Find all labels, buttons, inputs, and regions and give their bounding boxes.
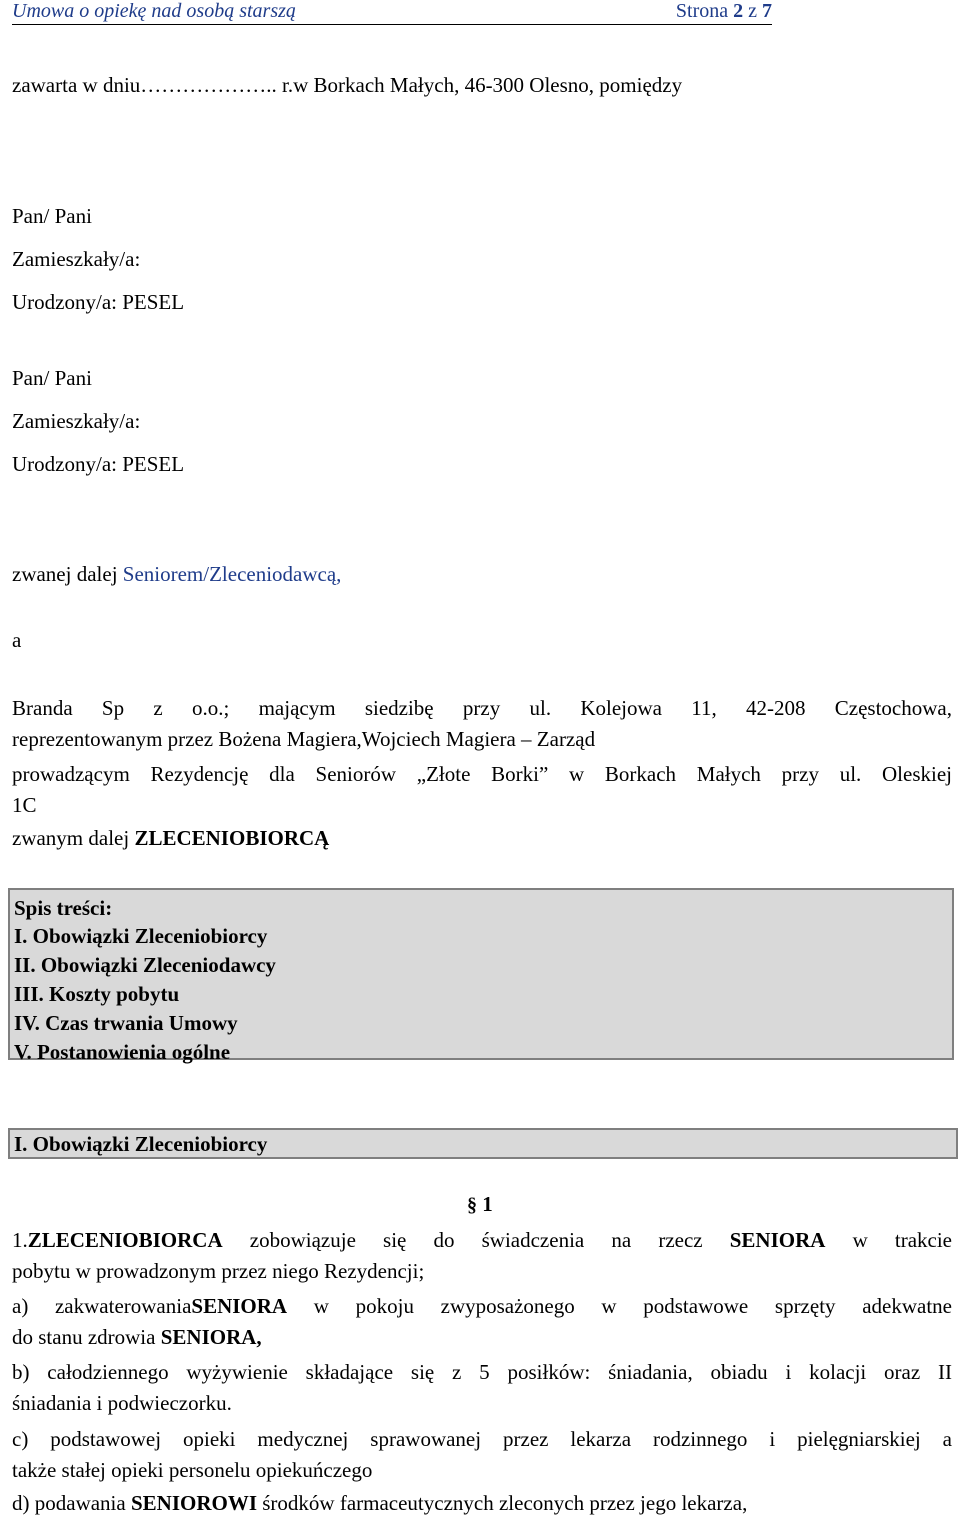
toc-item: IV. Czas trwania Umowy [14, 1011, 238, 1035]
item-d-rest: środków farmaceutycznych zleconych przez jego lekarza, [257, 1491, 748, 1515]
senior-def-prefix: zwanej dalej [12, 562, 123, 586]
paragraph-number: 1 [482, 1192, 493, 1216]
party1-born-label: Urodzony/a: PESEL [12, 290, 185, 314]
clause-senior: SENIORA [729, 1228, 826, 1252]
item-a-prefix: a) zakwaterowania [12, 1294, 192, 1318]
toc-title: Spis treści: [14, 896, 113, 920]
section-heading-text: I. Obowiązki Zleceniobiorcy [14, 1132, 268, 1156]
toc-item: I. Obowiązki Zleceniobiorcy [14, 924, 268, 948]
senior-def-term: Seniorem/Zleceniodawcą, [122, 562, 342, 586]
contractor-line-2: reprezentowanym przez Bożena Magiera,Wojciech Magiera – Zarząd [12, 727, 596, 751]
party2-address-label: Zamieszkały/a: [12, 409, 141, 433]
item-d-senior: SENIOROWI [130, 1491, 257, 1515]
clause-text: zobowiązuje się do świadczenia na rzecz [222, 1228, 730, 1252]
contractor-def-term: ZLECENIOBIORCĄ [134, 826, 330, 850]
clause-number: 1. [12, 1228, 28, 1252]
contractor-def-prefix: zwanym dalej [12, 826, 135, 850]
toc-item: V. Postanowienia ogólne [14, 1040, 231, 1064]
table-of-contents [8, 888, 954, 1064]
page-separator: z [748, 0, 757, 22]
section-heading [8, 1128, 958, 1159]
item-d-line [12, 1493, 747, 1514]
item-a-line-1 [12, 1294, 952, 1319]
contractor-line-4: 1C [12, 793, 37, 817]
clause-1-line-1 [12, 1228, 952, 1253]
conjunction: a [12, 628, 22, 652]
clause-subject: ZLECENIOBIORCA [27, 1228, 223, 1252]
page-prefix: Strona [675, 0, 729, 22]
item-c-line-1: c) podstawowej opieki medycznej sprawowanej przez lekarza rodzinnego i pielęgniarskiej a [12, 1427, 952, 1451]
contractor-definition [12, 828, 329, 849]
page-counter [676, 0, 772, 23]
toc-item: II. Obowiązki Zleceniodawcy [14, 953, 276, 977]
contractor-line-1: Branda Sp z o.o.; mającym siedzibę przy ul. Kolejowa 11, 42-208 Częstochowa, [12, 696, 952, 720]
page-total: 7 [762, 0, 772, 22]
party2-name-label: Pan/ Pani [12, 366, 92, 390]
clause-text: w trakcie [825, 1228, 952, 1252]
toc-item: III. Koszty pobytu [14, 982, 180, 1006]
clause-1-line-2: pobytu w prowadzonym przez niego Rezydencji; [12, 1259, 425, 1283]
item-c-line-2: także stałej opieki personelu opiekuńczego [12, 1458, 373, 1482]
item-b-line-2: śniadania i podwieczorku. [12, 1391, 232, 1415]
page-number: 2 [733, 0, 744, 22]
document-title: Umowa o opiekę nad osobą starszą [12, 0, 296, 22]
senior-definition [12, 564, 341, 585]
paragraph-mark [467, 1192, 493, 1217]
contractor-line-3: prowadzącym Rezydencję dla Seniorów „Złote Borki” w Borkach Małych przy ul. Oleskiej [12, 762, 952, 786]
item-b-line-1: b) całodziennego wyżywienie składające się z 5 posiłków: śniadania, obiadu i kolacji oraz II [12, 1360, 952, 1384]
page-header [12, 0, 772, 25]
item-a-line-2 [12, 1327, 262, 1348]
item-a-rest: w pokoju zwyposażonego w podstawowe sprzęty adekwatne [287, 1294, 952, 1318]
party1-address-label: Zamieszkały/a: [12, 247, 141, 271]
party2-born-label: Urodzony/a: PESEL [12, 452, 185, 476]
item-a-senior: SENIORA [191, 1294, 288, 1318]
item-a-line2-prefix: do stanu zdrowia [12, 1325, 161, 1349]
intro-line: zawarta w dniu……………….. r.w Borkach Małych, 46-300 Olesno, pomiędzy [12, 73, 683, 97]
section-sign-icon: § [467, 1194, 477, 1216]
item-a-line2-senior: SENIORA, [160, 1325, 262, 1349]
item-d-prefix: d) podawania [12, 1491, 131, 1515]
party1-name-label: Pan/ Pani [12, 204, 92, 228]
